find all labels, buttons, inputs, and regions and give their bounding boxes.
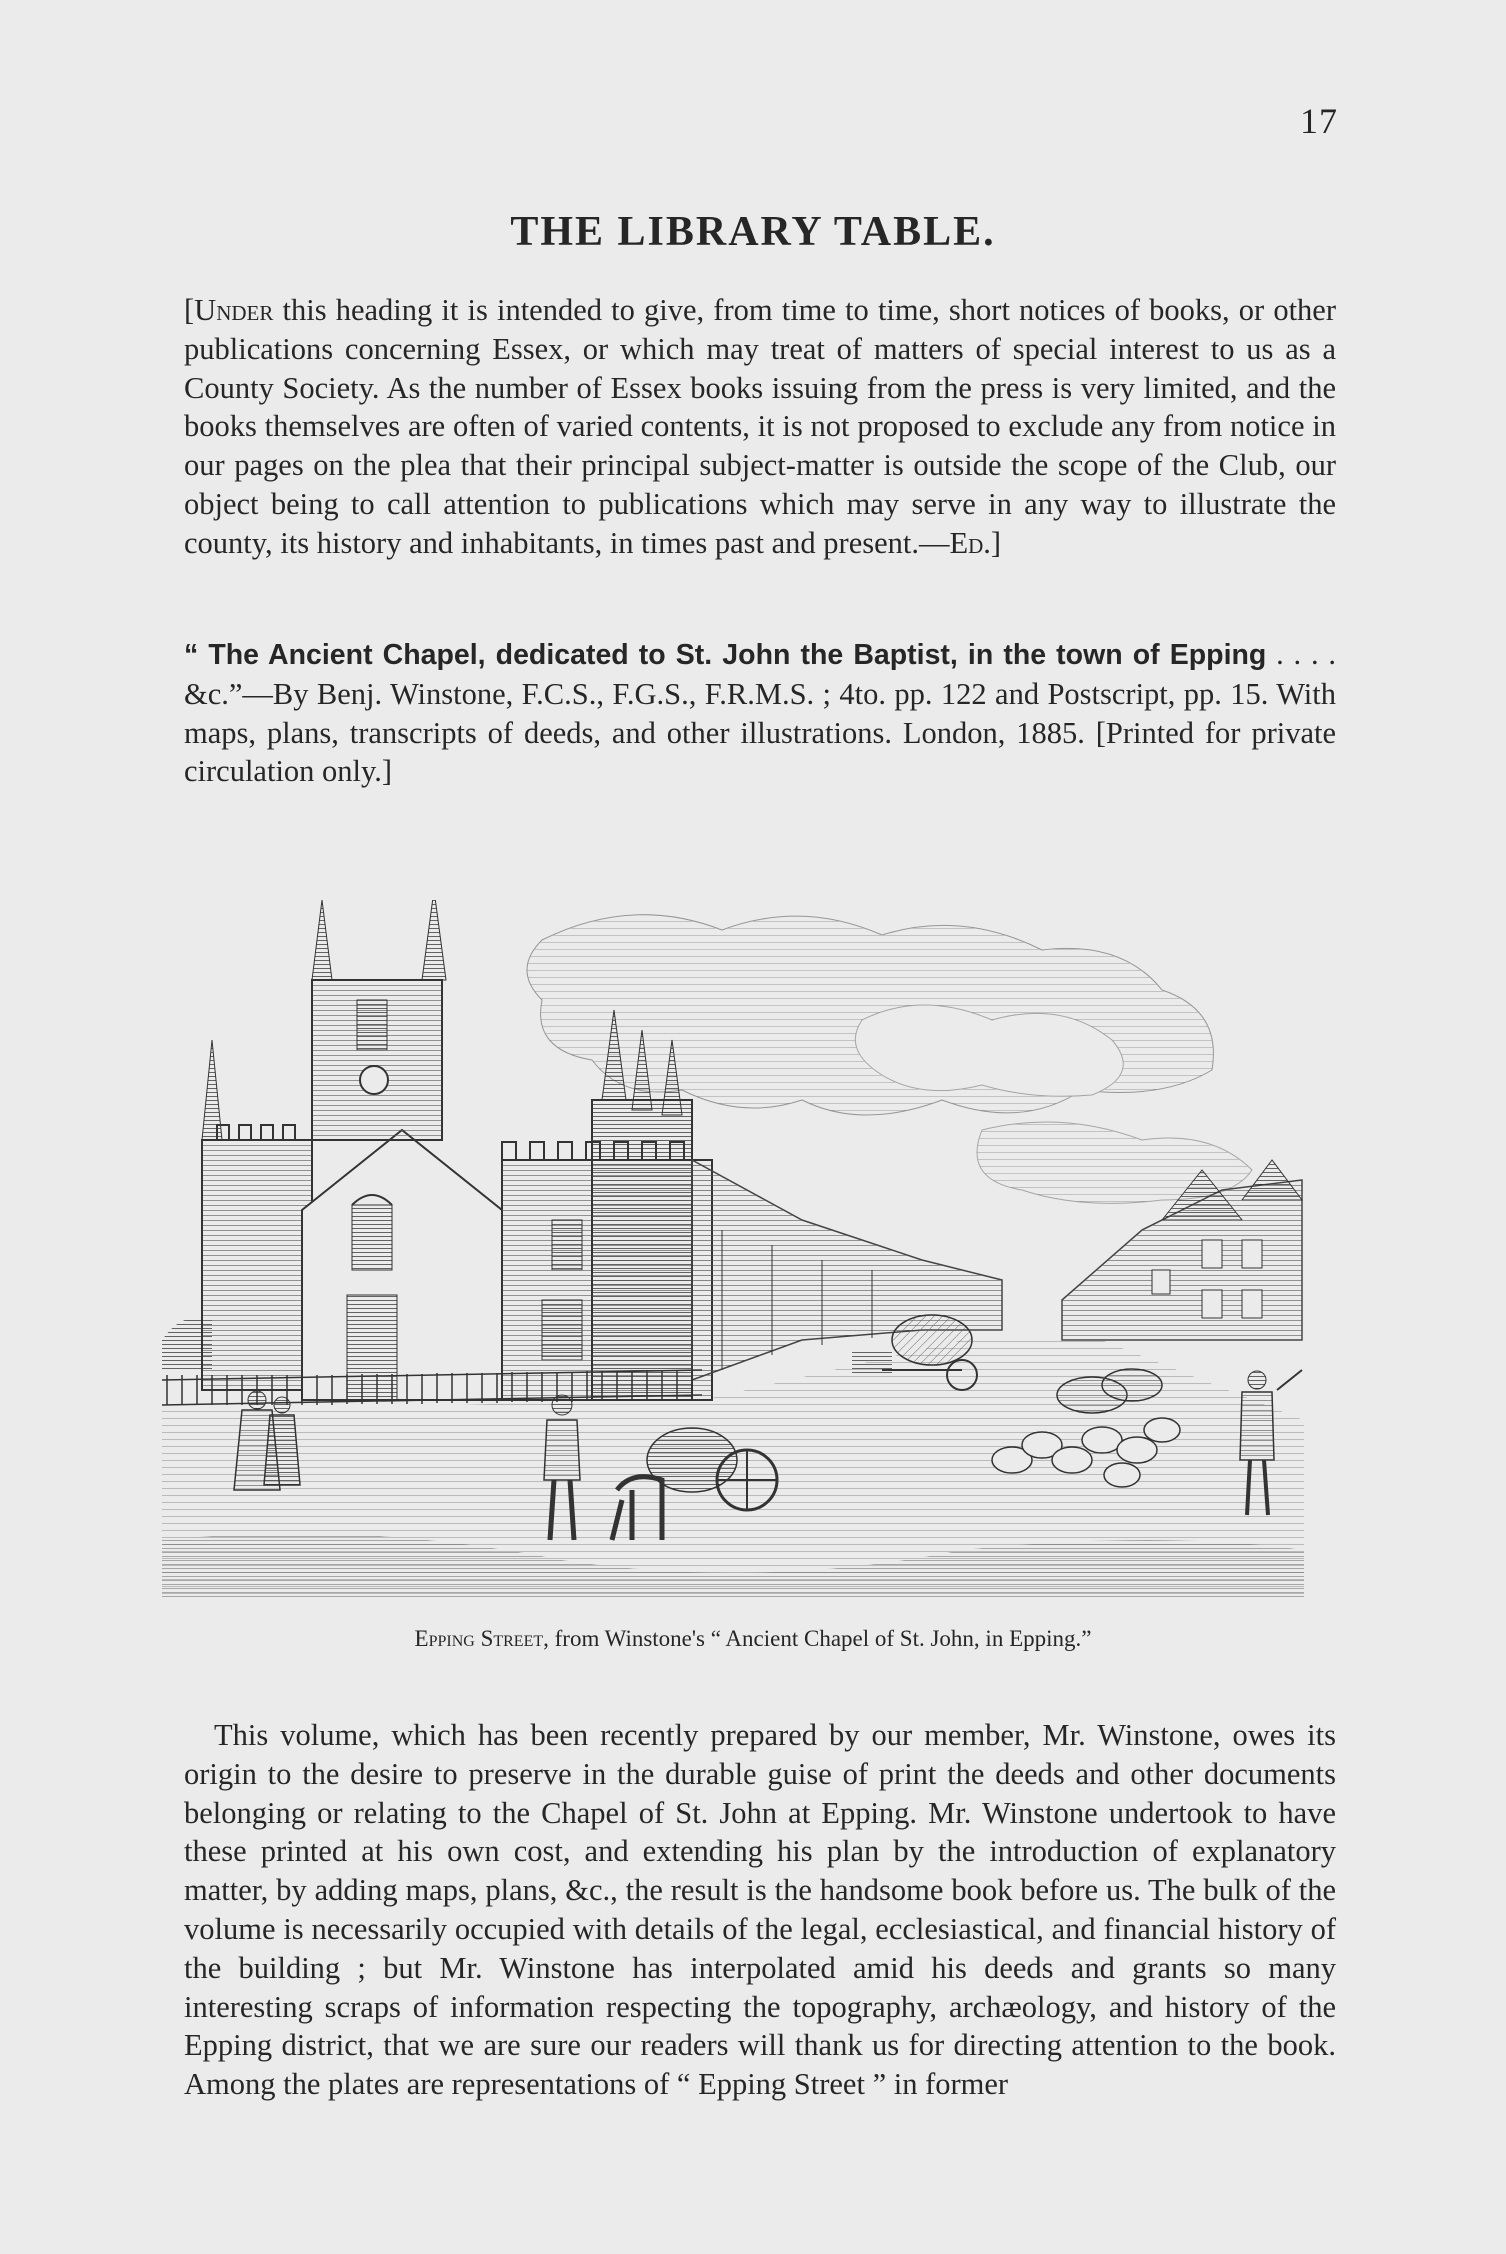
intro-text: this heading it is intended to give, from time to time, short notices of books, or other publications concerning Essex, or which may treat of matters of special interest to us as a County Society. As the number of Essex books issuing from the press is very limited, and the books themselves are often of varied contents, it is not proposed to exclude any from notice in our pages on the plea that their principal subject-matter is outside the scope of the Club, our object being to call attention to publications which may serve in any way to illustrate the county, its history and inhabitants, in times past and present.—	[184, 293, 1336, 560]
book-reference	[184, 635, 1336, 791]
page-title: THE LIBRARY TABLE.	[510, 209, 996, 255]
book-title: “ The Ancient Chapel, dedicated to St. John the Baptist, in the town of Epping	[184, 639, 1267, 671]
illustration-caption	[0, 1626, 1506, 1652]
caption-smallcaps: Epping Street,	[414, 1626, 549, 1651]
intro-open-bracket: [	[184, 293, 195, 327]
book-details: . . . . &c.”—By Benj. Winstone, F.C.S., F.G.S., F.R.M.S. ; 4to. pp. 122 and Postscript, pp. 15. With maps, plans, transcripts of deeds, and other illustrations. London, 1885. [Printed for private circulation only.]	[184, 637, 1337, 789]
intro-paragraph	[184, 291, 1336, 563]
intro-close-bracket: ]	[990, 525, 1002, 560]
editor-abbrev: Ed.	[949, 525, 991, 560]
intro-smallcaps-word: Under	[194, 293, 274, 327]
page-number: 17	[1300, 101, 1338, 141]
woman-figures	[234, 1391, 300, 1490]
caption-text: from Winstone's “ Ancient Chapel of St. John, in Epping.”	[548, 1626, 1092, 1651]
epping-street-engraving	[162, 900, 1304, 1600]
body-paragraph: This volume, which has been recently prepared by our member, Mr. Winstone, owes its origin to the desire to preserve in the durable guise of print the deeds and other documents belonging or relating to the Chapel of St. John at Epping. Mr. Winstone undertook to have these printed at his own cost, and extending his plan by the introduction of explanatory matter, by adding maps, plans, &c., the result is the handsome book before us. The bulk of the volume is necessarily occupied with details of the legal, ecclesiastical, and financial history of the building ; but Mr. Winstone has interpolated amid his deeds and grants so many interesting scraps of information respecting the topography, archæology, and history of the Epping district, that we are sure our readers will thank us for directing attention to the book. Among the plates are representations of “ Epping Street ” in former	[184, 1718, 1336, 2102]
